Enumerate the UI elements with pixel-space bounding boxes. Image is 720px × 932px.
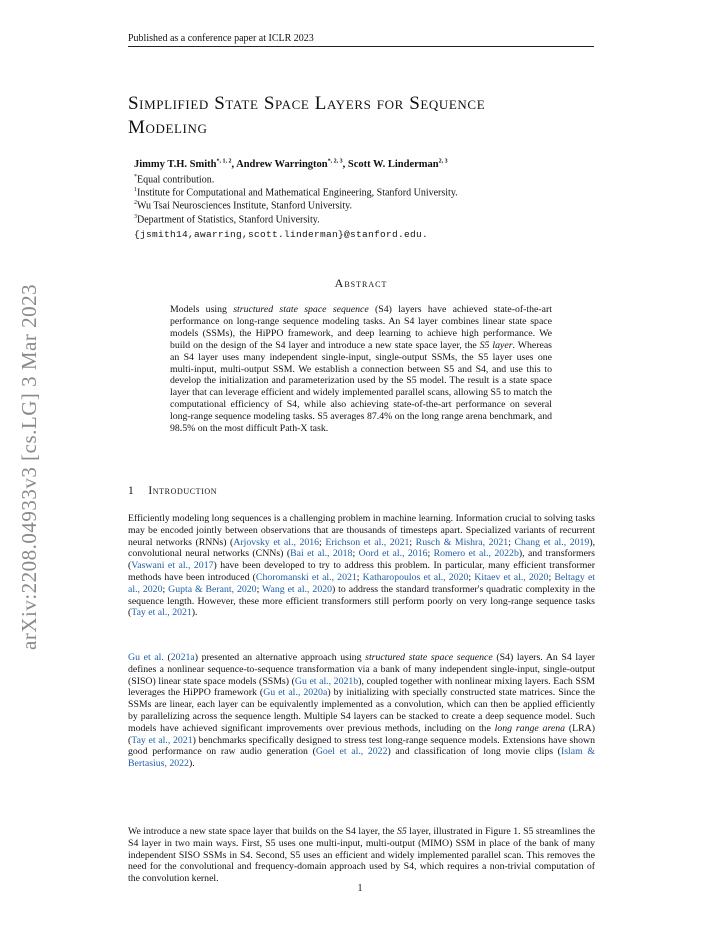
section-heading-introduction xyxy=(128,485,217,497)
emphasized-text: S5 layer xyxy=(479,339,513,351)
affiliation-text: Equal contribution. xyxy=(137,174,215,186)
paragraph-text: ; xyxy=(256,583,263,595)
citation-link[interactable]: Choromanski et al., 2021 xyxy=(255,571,357,583)
citation-link[interactable]: Bai et al., 2018 xyxy=(290,548,353,560)
abstract-body xyxy=(170,304,552,435)
author-1 xyxy=(134,159,236,170)
citation-link[interactable]: Tay et al., 2021 xyxy=(131,734,193,746)
paragraph-text: We introduce a new state space layer that builds on the S4 layer, the xyxy=(128,826,397,837)
paragraph-text: ; xyxy=(356,571,363,583)
author-marks: *, 2, 3 xyxy=(327,158,343,164)
author-name: Scott W. Linderman xyxy=(347,158,439,170)
paragraph-text: ). xyxy=(188,758,195,770)
affiliation-mark: 2 xyxy=(134,200,137,206)
citation-link[interactable]: Oord et al., 2016 xyxy=(358,548,428,560)
paragraph-text: (LRA) ( xyxy=(128,722,595,746)
author-2 xyxy=(236,159,348,170)
paragraph-text: ) to address the standard transformer's quadratic complexity in the sequence length. However, these more efficient transformers still perform poorly on very long-range sequence tasks ( xyxy=(128,583,596,619)
affiliation-equal-contribution xyxy=(134,174,214,185)
citation-link[interactable]: Vaswani et al., 2017 xyxy=(131,560,214,572)
emphasized-text: structured state space sequence xyxy=(365,652,493,663)
author-list xyxy=(134,158,448,170)
citation-link[interactable]: Kitaev et al., 2020 xyxy=(474,571,549,583)
citation-link[interactable]: Wang et al., 2020 xyxy=(262,583,333,595)
intro-paragraph-3 xyxy=(128,826,595,885)
author-separator: , xyxy=(342,158,348,170)
page-number: 1 xyxy=(357,883,363,894)
citation-link[interactable]: 2021a xyxy=(170,652,195,663)
citation-link[interactable]: Gu et al., 2021b xyxy=(294,675,359,687)
author-name: Jimmy T.H. Smith xyxy=(134,158,217,170)
paragraph-text: ; xyxy=(468,571,475,583)
paragraph-text: ; xyxy=(508,536,515,548)
paragraph-text: ; xyxy=(409,536,416,548)
arxiv-stamp: arXiv:2208.04933v3 [cs.LG] 3 Mar 2023 xyxy=(17,283,41,650)
paragraph-text: ; xyxy=(548,571,555,583)
paragraph-text: (S4) layers have achieved state-of-the-art performance on long-range sequence modeling tasks. An S4 layer combines linear state space models (SSMs), the HiPPO framework, and deep learning to achieve high performance. We build on the design of the S4 layer and introduce a new state space layer, the xyxy=(170,304,552,351)
citation-link[interactable]: Beltagy et al., 2020 xyxy=(128,571,596,595)
intro-paragraph-2 xyxy=(128,652,595,770)
emphasized-text: structured state space sequence xyxy=(233,304,369,315)
citation-link[interactable]: Arjovsky et al., 2016 xyxy=(233,536,320,548)
abstract-heading: Abstract xyxy=(334,276,388,290)
paper-title xyxy=(128,92,598,140)
conference-header: Published as a conference paper at ICLR 2023 xyxy=(128,33,314,44)
paragraph-text: ; xyxy=(162,583,169,595)
paragraph-text: ) by initializing with specially constructed state matrices. Since the SSMs are linear, each layer can be equivalently implemented as a convolution, which can then be applied efficiently by parallelizing across the sequence length. Multiple S4 layers can be stacked to create a deep sequence model. Such models have achieved significant improvements over previous methods, including on the xyxy=(128,687,596,734)
affiliation-text: Wu Tsai Neurosciences Institute, Stanford University. xyxy=(137,200,352,212)
emphasized-text: S5 xyxy=(396,826,407,837)
paragraph-text: ). xyxy=(191,607,198,619)
affiliation-2 xyxy=(134,200,352,211)
citation-link[interactable]: Rusch & Mishra, 2021 xyxy=(415,536,509,548)
affiliation-mark: 1 xyxy=(134,187,137,193)
author-3 xyxy=(348,159,448,170)
citation-link[interactable]: Erichson et al., 2021 xyxy=(325,536,410,548)
paragraph-text: ) and classification of long movie clips ( xyxy=(387,746,561,758)
intro-paragraph-1 xyxy=(128,513,595,619)
author-emails[interactable]: {jsmith14,awarring,scott.linderman}@stanford.edu. xyxy=(134,229,429,240)
paragraph-text: ; xyxy=(319,536,326,548)
paragraph-text: ) presented an alternative approach using xyxy=(194,652,366,663)
citation-link[interactable]: Gu et al., 2020a xyxy=(263,687,328,699)
title-line-1: Simplified State Space Layers for Sequence xyxy=(128,93,486,114)
title-line-2: Modeling xyxy=(128,117,208,138)
author-marks: 2, 3 xyxy=(438,158,448,164)
citation-link[interactable]: Goel et al., 2022 xyxy=(315,746,388,758)
affiliation-3 xyxy=(134,214,320,225)
paragraph-text: ), and transformers ( xyxy=(128,548,595,572)
affiliation-mark: * xyxy=(134,174,137,180)
citation-link[interactable]: Chang et al., 2019 xyxy=(514,536,590,548)
paragraph-text: ( xyxy=(163,652,171,663)
paragraph-text: ) have been developed to try to address this problem. In particular, many efficient transformer methods have been introduced ( xyxy=(128,560,595,583)
citation-link[interactable]: Gupta & Berant, 2020 xyxy=(168,583,257,595)
citation-link[interactable]: Tay et al., 2021 xyxy=(131,607,192,619)
section-number: 1 xyxy=(128,485,135,497)
paragraph-text: layer, illustrated in Figure 1. S5 streamlines the S4 layer in two main ways. First, S5 uses one multi-input, multi-output (MIMO) SSM in place of the bank of many independent SISO SSMs in S4. Second, S5 uses an efficient and widely implemented parallel scan. This removes the need for the convolutional and frequency-domain approach used by S4, which requires a non-trivial computation of the convolution kernel. xyxy=(128,826,595,885)
paragraph-text: . Whereas an S4 layer uses many independent single-input, single-output SSMs, the S5 layer uses one multi-input, multi-output SSM. We establish a connection between S5 and S4, and use this to develop the initialization and parameterization used by the S5 model. The result is a state space layer that can leverage efficient and widely implemented parallel scans, allowing S5 to match the computational efficiency of S4, while also achieving state-of-the-art performance on several long-range sequence modeling tasks. S5 averages 87.4% on the long range arena benchmark, and 98.5% on the most difficult Path-X task. xyxy=(170,339,552,435)
paragraph-text: (S4) layers. An S4 layer defines a nonlinear sequence-to-sequence transformation via a bank of many independent single-input, single-output (SISO) linear state space models (SSMs) ( xyxy=(128,652,596,687)
citation-link[interactable]: Gu et al. xyxy=(128,652,164,663)
citation-link[interactable]: Katharopoulos et al., 2020 xyxy=(362,571,469,583)
paragraph-text: Models using xyxy=(170,304,234,315)
affiliation-1 xyxy=(134,187,458,198)
affiliation-text: Department of Statistics, Stanford University. xyxy=(137,214,320,226)
citation-link[interactable]: Islam & Bertasius, 2022 xyxy=(128,746,595,770)
header-rule xyxy=(128,46,594,47)
author-marks: *, 1, 2 xyxy=(216,158,232,164)
affiliation-text: Institute for Computational and Mathematical Engineering, Stanford University. xyxy=(137,187,458,199)
section-title: Introduction xyxy=(148,485,218,497)
author-name: Andrew Warrington xyxy=(236,158,328,170)
paragraph-text: ), convolutional neural networks (CNNs) ( xyxy=(128,536,596,560)
paragraph-text: ; xyxy=(427,548,434,560)
paragraph-text: ; xyxy=(352,548,359,560)
emphasized-text: long range arena xyxy=(494,722,566,734)
paragraph-text: ) benchmarks specifically designed to stress test long-range sequence models. Extensions have shown good performance on raw audio generation ( xyxy=(128,734,595,758)
paragraph-text: ), coupled together with nonlinear mixing layers. Each SSM leverages the HiPPO framework ( xyxy=(128,675,595,699)
affiliation-mark: 3 xyxy=(134,214,137,220)
paragraph-text: Efficiently modeling long sequences is a challenging problem in machine learning. Information crucial to solving tasks may be encoded jointly between observations that are thousands of timesteps apart. Specialized variants of recurrent neural networks (RNNs) ( xyxy=(128,513,595,548)
citation-link[interactable]: Romero et al., 2022b xyxy=(433,548,519,560)
author-separator: , xyxy=(231,158,237,170)
